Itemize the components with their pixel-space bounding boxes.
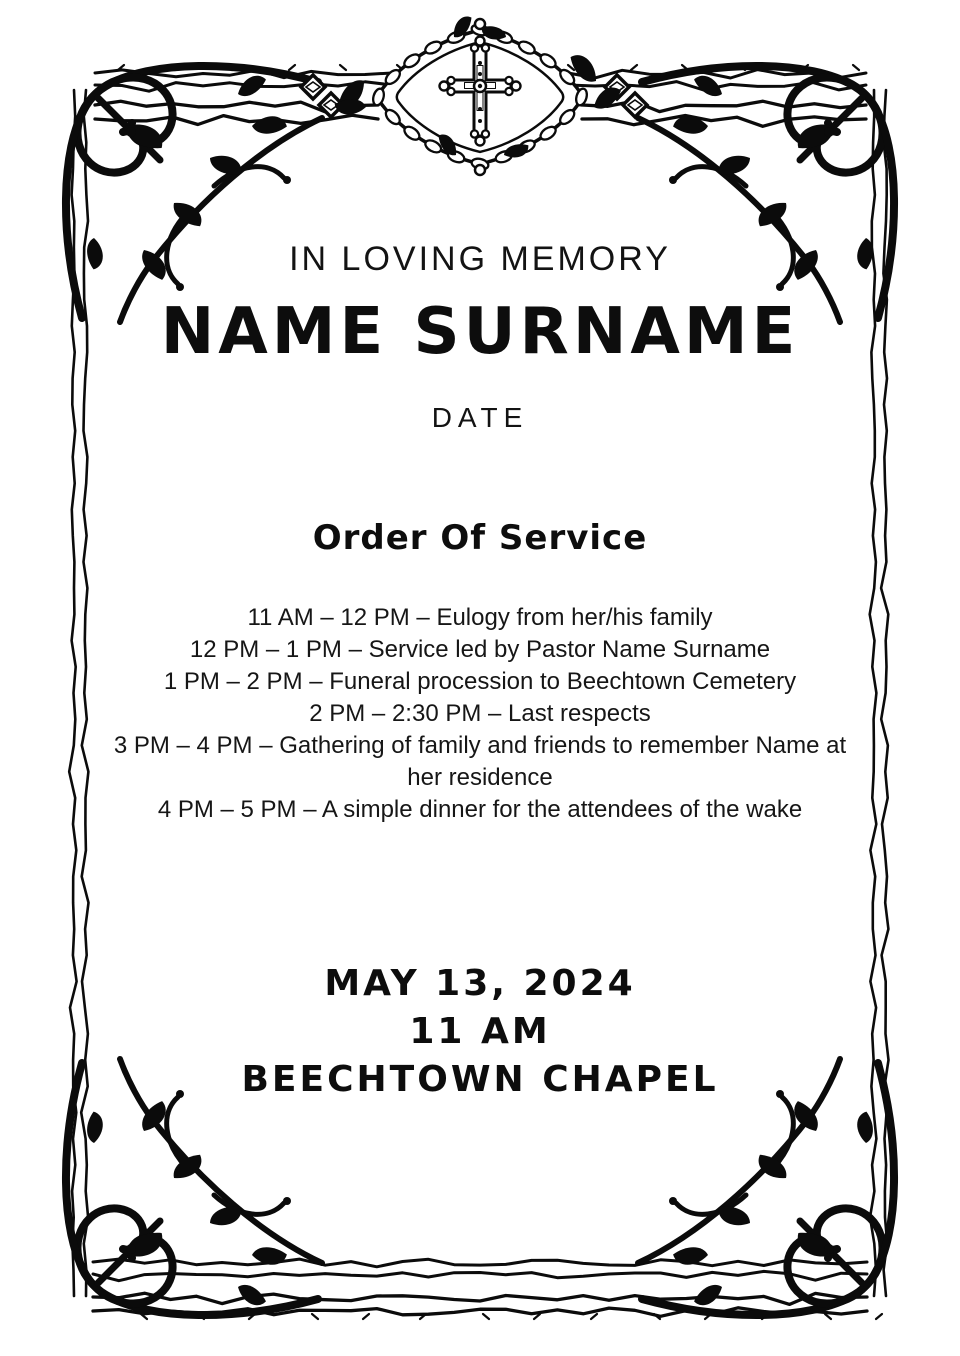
event-venue: BEECHTOWN CHAPEL	[241, 1059, 719, 1100]
deceased-name: NAME SURNAME	[160, 295, 800, 369]
schedule-item: 12 PM – 1 PM – Service led by Pastor Name Surname	[189, 636, 771, 663]
date-placeholder: DATE	[431, 402, 529, 433]
corner-flourish-icon	[638, 66, 894, 322]
cross-medallion	[332, 13, 624, 175]
order-of-service-list	[100, 602, 860, 826]
event-time: 11 AM	[409, 1011, 551, 1052]
schedule-item: 1 PM – 2 PM – Funeral procession to Beechtown Cemetery	[163, 668, 797, 695]
schedule-item: 2 PM – 2:30 PM – Last respects	[309, 700, 651, 727]
memorial-eyebrow: IN LOVING MEMORY	[289, 240, 671, 278]
schedule-item: 4 PM – 5 PM – A simple dinner for the attendees of the wake	[157, 796, 803, 823]
event-date: MAY 13, 2024	[324, 963, 636, 1004]
schedule-item: 11 AM – 12 PM – Eulogy from her/his family	[247, 604, 713, 631]
order-of-service-title: Order Of Service	[312, 518, 648, 558]
schedule-item: 3 PM – 4 PM – Gathering of family and friends to remember Name at her residence	[113, 732, 847, 791]
event-details	[0, 960, 960, 1104]
